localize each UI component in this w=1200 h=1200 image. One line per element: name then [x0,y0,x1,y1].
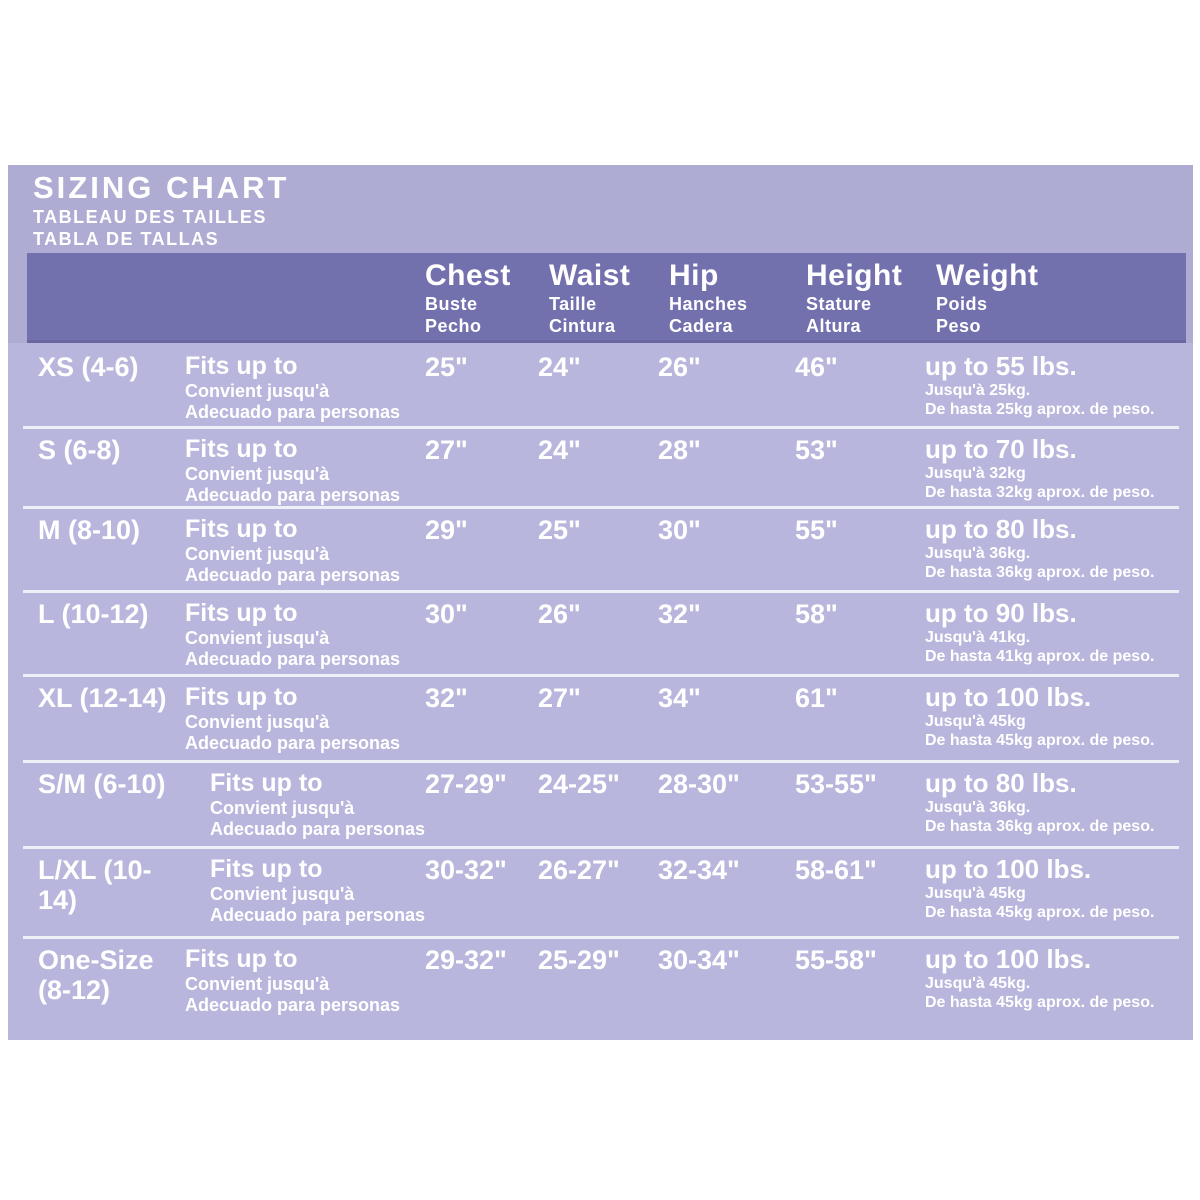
fits-fr: Convient jusqu'à [185,544,330,564]
fits-en: Fits up to [210,769,323,797]
chart-title-french: TABLEAU DES TAILLES [33,207,267,227]
weight-es: De hasta 36kg aprox. de peso. [925,818,1155,835]
weight-en: up to 100 lbs. [925,854,1092,884]
waist-value: 24" [538,352,581,382]
weight-cell [925,599,1187,666]
fits-up-to-cell [185,515,415,586]
waist-value: 25" [538,515,581,545]
fits-en: Fits up to [185,945,298,973]
hip-value: 32" [658,599,701,629]
weight-cell [925,945,1187,1012]
col-header-hip-es: Cadera [669,316,734,336]
col-header-weight-es: Peso [936,316,982,336]
table-row-l [8,590,1193,674]
chart-title: SIZING CHART [33,170,290,205]
col-header-weight [936,259,1038,337]
col-header-hip-en: Hip [669,259,719,292]
weight-es: De hasta 25kg aprox. de peso. [925,401,1155,418]
weight-en: up to 90 lbs. [925,598,1077,628]
table-row-one-size [8,936,1193,1040]
weight-fr: Jusqu'à 36kg. [925,545,1031,562]
fits-up-to-cell [185,599,415,670]
size-label: One-Size (8-12) [38,945,154,1005]
waist-value: 25-29" [538,945,620,975]
fits-fr: Convient jusqu'à [210,798,355,818]
height-value: 61" [795,683,838,713]
waist-value: 26-27" [538,855,620,885]
col-header-height-fr: Stature [806,294,872,314]
weight-en: up to 80 lbs. [925,768,1077,798]
weight-es: De hasta 45kg aprox. de peso. [925,904,1155,921]
sizing-chart-panel [8,165,1193,1040]
weight-fr: Jusqu'à 45kg [925,713,1026,730]
fits-es: Adecuado para personas [210,819,426,839]
fits-es: Adecuado para personas [185,485,401,505]
weight-fr: Jusqu'à 36kg. [925,799,1031,816]
col-header-height-es: Altura [806,316,862,336]
table-row-sm [8,760,1193,846]
height-value: 58" [795,599,838,629]
col-header-height-en: Height [806,259,903,292]
weight-fr: Jusqu'à 32kg [925,465,1026,482]
chest-value: 29" [425,515,468,545]
chest-value: 27-29" [425,769,507,799]
col-header-hip [669,259,748,337]
size-label: XL (12-14) [38,683,167,713]
chart-title-spanish: TABLA DE TALLAS [33,229,220,249]
fits-en: Fits up to [185,352,298,380]
height-value: 55-58" [795,945,877,975]
table-header-band [27,253,1186,343]
fits-es: Adecuado para personas [185,402,401,422]
col-header-waist-en: Waist [549,259,631,292]
height-value: 55" [795,515,838,545]
col-header-hip-fr: Hanches [669,294,748,314]
fits-es: Adecuado para personas [185,995,401,1015]
weight-cell [925,435,1187,502]
hip-value: 28-30" [658,769,740,799]
fits-es: Adecuado para personas [185,649,401,669]
height-value: 58-61" [795,855,877,885]
fits-es: Adecuado para personas [210,905,426,925]
fits-up-to-cell [210,855,440,926]
col-header-chest-fr: Buste [425,294,478,314]
waist-value: 27" [538,683,581,713]
fits-en: Fits up to [185,515,298,543]
fits-up-to-cell [185,435,415,506]
fits-up-to-cell [210,769,440,840]
table-row-m [8,506,1193,590]
chest-value: 30" [425,599,468,629]
weight-cell [925,352,1187,419]
fits-en: Fits up to [185,435,298,463]
fits-up-to-cell [185,683,415,754]
size-label: L (10-12) [38,599,149,629]
height-value: 53" [795,435,838,465]
chest-value: 29-32" [425,945,507,975]
table-row-xl [8,674,1193,760]
weight-es: De hasta 45kg aprox. de peso. [925,732,1155,749]
weight-en: up to 70 lbs. [925,434,1077,464]
table-row-lxl [8,846,1193,936]
weight-fr: Jusqu'à 45kg. [925,975,1031,992]
fits-fr: Convient jusqu'à [185,464,330,484]
chest-value: 32" [425,683,468,713]
table-row-xs [8,343,1193,426]
hip-value: 30-34" [658,945,740,975]
fits-fr: Convient jusqu'à [185,381,330,401]
fits-en: Fits up to [185,599,298,627]
size-label: S/M (6-10) [38,769,166,799]
fits-fr: Convient jusqu'à [185,712,330,732]
weight-es: De hasta 45kg aprox. de peso. [925,994,1155,1011]
col-header-height [806,259,902,337]
chart-title-block [33,170,289,250]
height-value: 46" [795,352,838,382]
col-header-waist-es: Cintura [549,316,616,336]
col-header-waist [549,259,630,337]
weight-cell [925,683,1187,750]
weight-fr: Jusqu'à 45kg [925,885,1026,902]
col-header-chest-en: Chest [425,259,511,292]
weight-en: up to 100 lbs. [925,682,1092,712]
fits-es: Adecuado para personas [185,733,401,753]
weight-es: De hasta 36kg aprox. de peso. [925,564,1155,581]
weight-es: De hasta 41kg aprox. de peso. [925,648,1155,665]
col-header-waist-fr: Taille [549,294,597,314]
weight-cell [925,769,1187,836]
weight-en: up to 55 lbs. [925,351,1077,381]
waist-value: 26" [538,599,581,629]
hip-value: 32-34" [658,855,740,885]
table-body [8,343,1193,1040]
fits-up-to-cell [185,352,415,423]
size-label: L/XL (10-14) [38,855,152,915]
fits-fr: Convient jusqu'à [185,974,330,994]
weight-en: up to 80 lbs. [925,514,1077,544]
fits-up-to-cell [185,945,415,1016]
weight-fr: Jusqu'à 41kg. [925,629,1031,646]
weight-cell [925,855,1187,922]
weight-cell [925,515,1187,582]
fits-en: Fits up to [185,683,298,711]
chest-value: 27" [425,435,468,465]
size-label: XS (4-6) [38,352,139,382]
height-value: 53-55" [795,769,877,799]
hip-value: 30" [658,515,701,545]
col-header-weight-fr: Poids [936,294,988,314]
col-header-weight-en: Weight [936,259,1039,292]
chest-value: 25" [425,352,468,382]
table-row-s [8,426,1193,506]
col-header-chest [425,259,511,337]
hip-value: 26" [658,352,701,382]
fits-es: Adecuado para personas [185,565,401,585]
weight-en: up to 100 lbs. [925,944,1092,974]
chest-value: 30-32" [425,855,507,885]
waist-value: 24-25" [538,769,620,799]
hip-value: 34" [658,683,701,713]
fits-en: Fits up to [210,855,323,883]
size-label: S (6-8) [38,435,121,465]
hip-value: 28" [658,435,701,465]
col-header-chest-es: Pecho [425,316,482,336]
fits-fr: Convient jusqu'à [210,884,355,904]
waist-value: 24" [538,435,581,465]
fits-fr: Convient jusqu'à [185,628,330,648]
weight-fr: Jusqu'à 25kg. [925,382,1031,399]
size-label: M (8-10) [38,515,141,545]
weight-es: De hasta 32kg aprox. de peso. [925,484,1155,501]
